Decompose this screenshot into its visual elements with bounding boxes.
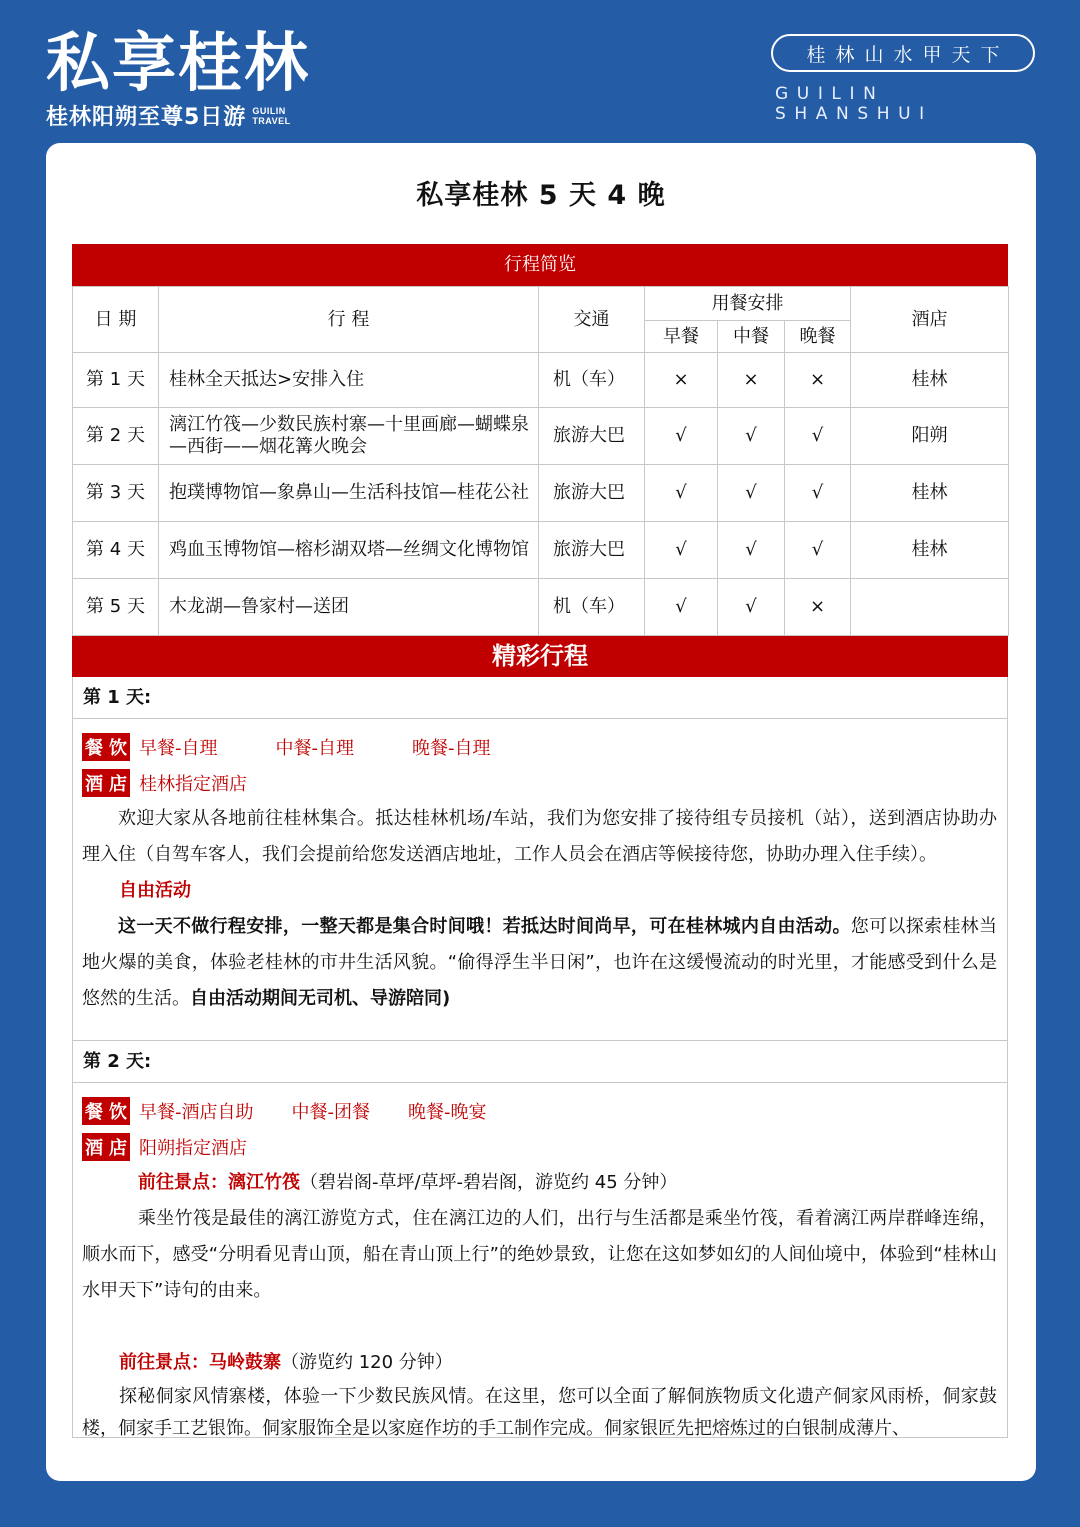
table-row (73, 353, 1009, 408)
cell-dinner: × (785, 579, 851, 636)
cell-day: 第 4 天 (73, 522, 159, 579)
header-lunch: 中餐 (718, 321, 785, 353)
dining-row (82, 729, 997, 765)
hotel-row (82, 765, 997, 801)
hotel-name: 阳朔指定酒店 (139, 1138, 247, 1159)
day-section-2 (72, 1041, 1008, 1438)
cell-transport: 旅游大巴 (539, 522, 645, 579)
cell-lunch: × (718, 353, 785, 408)
cell-lunch: √ (718, 579, 785, 636)
hotel-tag: 酒 店 (82, 769, 130, 797)
cell-dinner: √ (785, 522, 851, 579)
cell-itinerary: 鸡血玉博物馆—榕杉湖双塔—丝绸文化博物馆 (159, 522, 539, 579)
meal-lunch: 中餐-自理 (275, 738, 354, 759)
cell-transport: 机（车） (539, 579, 645, 636)
spot-2-text: 探秘侗家风情寨楼，体验一下少数民族风情。在这里，您可以全面了解侗族物质文化遗产侗家风雨桥，侗家鼓楼，侗家手工艺银饰。侗家服饰全是以家庭作坊的手工制作完成。侗家银匠先把熔炼过的白银制成薄片、 (82, 1386, 997, 1439)
table-row (73, 579, 1009, 636)
cell-hotel: 桂林 (851, 353, 1009, 408)
cell-breakfast: × (645, 353, 718, 408)
day-section-1 (72, 677, 1008, 1041)
day-heading: 第 1 天: (73, 677, 1007, 719)
brand-logo (46, 28, 310, 131)
day-heading: 第 2 天: (73, 1041, 1007, 1083)
cell-hotel: 阳朔 (851, 408, 1009, 465)
slogan (771, 34, 1035, 124)
cell-transport: 机（车） (539, 353, 645, 408)
cell-hotel: 桂林 (851, 522, 1009, 579)
dining-row (82, 1093, 997, 1129)
brand-subtitle-row (46, 100, 310, 131)
meal-dinner: 晚餐-自理 (412, 738, 491, 759)
highlights-bar: 精彩行程 (72, 636, 1008, 677)
cell-breakfast: √ (645, 579, 718, 636)
table-header-row (73, 287, 1009, 321)
slogan-en: GUILIN SHANSHUI (775, 84, 933, 124)
brand-en-line2: TRAVEL (252, 115, 291, 126)
page-title: 私享桂林 5 天 4 晚 (416, 180, 666, 211)
document-content (72, 244, 1008, 1438)
hotel-name: 桂林指定酒店 (139, 774, 247, 795)
cell-lunch: √ (718, 522, 785, 579)
hotel-row (82, 1129, 997, 1165)
cell-dinner: × (785, 353, 851, 408)
day-body (73, 1083, 1007, 1445)
cell-itinerary: 抱璞博物馆—象鼻山—生活科技馆—桂花公社 (159, 465, 539, 522)
cell-day: 第 5 天 (73, 579, 159, 636)
overview-table (72, 286, 1009, 636)
brand-en-label (252, 106, 290, 126)
spot-2-heading: 前往景点：马岭鼓寨（游览约 120 分钟） (119, 1352, 453, 1373)
day-body (73, 719, 1007, 1017)
cell-day: 第 3 天 (73, 465, 159, 522)
dining-tag: 餐 饮 (82, 1097, 130, 1125)
header-meals: 用餐安排 (645, 287, 851, 321)
table-row (73, 408, 1009, 465)
brand-subtitle: 桂林阳朔至尊5日游 (46, 105, 247, 130)
cell-breakfast: √ (645, 408, 718, 465)
table-row (73, 522, 1009, 579)
cell-transport: 旅游大巴 (539, 408, 645, 465)
header-breakfast: 早餐 (645, 321, 718, 353)
dining-tag: 餐 饮 (82, 733, 130, 761)
header-dinner: 晚餐 (785, 321, 851, 353)
table-row (73, 465, 1009, 522)
meal-breakfast: 早餐-酒店自助 (139, 1102, 254, 1123)
header-hotel: 酒店 (851, 287, 1009, 353)
day-intro: 欢迎大家从各地前往桂林集合。抵达桂林机场/车站，我们为您安排了接待组专员接机（站），送到酒店协助办理入住（自驾车客人，我们会提前给您发送酒店地址，工作人员会在酒店等候接待您，协助办理入住手续）。 (82, 808, 997, 865)
cell-itinerary: 桂林全天抵达>安排入住 (159, 353, 539, 408)
cell-dinner: √ (785, 408, 851, 465)
free-activity-title: 自由活动 (119, 880, 191, 901)
cell-hotel (851, 579, 1009, 636)
free-activity-text: 这一天不做行程安排，一整天都是集合时间哦！若抵达时间尚早，可在桂林城内自由活动。您可以探索桂林当地火爆的美食，体验老桂林的市井生活风貌。“偷得浮生半日闲”，也许在这缓慢流动的时光里，才能感受到什么是悠然的生活。自由活动期间无司机、导游陪同) (82, 916, 997, 1009)
meal-dinner: 晚餐-晚宴 (408, 1102, 487, 1123)
hotel-tag: 酒 店 (82, 1133, 130, 1161)
cell-transport: 旅游大巴 (539, 465, 645, 522)
header-date: 日 期 (73, 287, 159, 353)
cell-breakfast: √ (645, 522, 718, 579)
brand-en-line1: GUILIN (252, 105, 286, 116)
spot-1-heading: 前往景点：漓江竹筏（碧岩阁-草坪/草坪-碧岩阁，游览约 45 分钟） (138, 1172, 678, 1193)
spot-1-text: 乘坐竹筏是最佳的漓江游览方式，住在漓江边的人们，出行与生活都是乘坐竹筏，看着漓江两岸群峰连绵，顺水而下，感受“分明看见青山顶，船在青山顶上行”的绝妙景致，让您在这如梦如幻的人间仙境中，体验到“桂林山水甲天下”诗句的由来。 (82, 1208, 997, 1301)
cell-lunch: √ (718, 465, 785, 522)
header-transport: 交通 (539, 287, 645, 353)
cell-itinerary: 漓江竹筏—少数民族村寨—十里画廊—蝴蝶泉—西街——烟花篝火晚会 (159, 408, 539, 465)
cell-hotel: 桂林 (851, 465, 1009, 522)
brand-title: 私享桂林 (46, 27, 310, 101)
cell-day: 第 2 天 (73, 408, 159, 465)
meal-lunch: 中餐-团餐 (291, 1102, 370, 1123)
overview-bar: 行程简览 (72, 244, 1008, 286)
cell-itinerary: 木龙湖—鲁家村—送团 (159, 579, 539, 636)
cell-day: 第 1 天 (73, 353, 159, 408)
document-card (46, 143, 1036, 1481)
slogan-pill: 桂林山水甲天下 (771, 34, 1035, 72)
cell-lunch: √ (718, 408, 785, 465)
cell-dinner: √ (785, 465, 851, 522)
header-itinerary: 行 程 (159, 287, 539, 353)
meal-breakfast: 早餐-自理 (139, 738, 218, 759)
cell-breakfast: √ (645, 465, 718, 522)
